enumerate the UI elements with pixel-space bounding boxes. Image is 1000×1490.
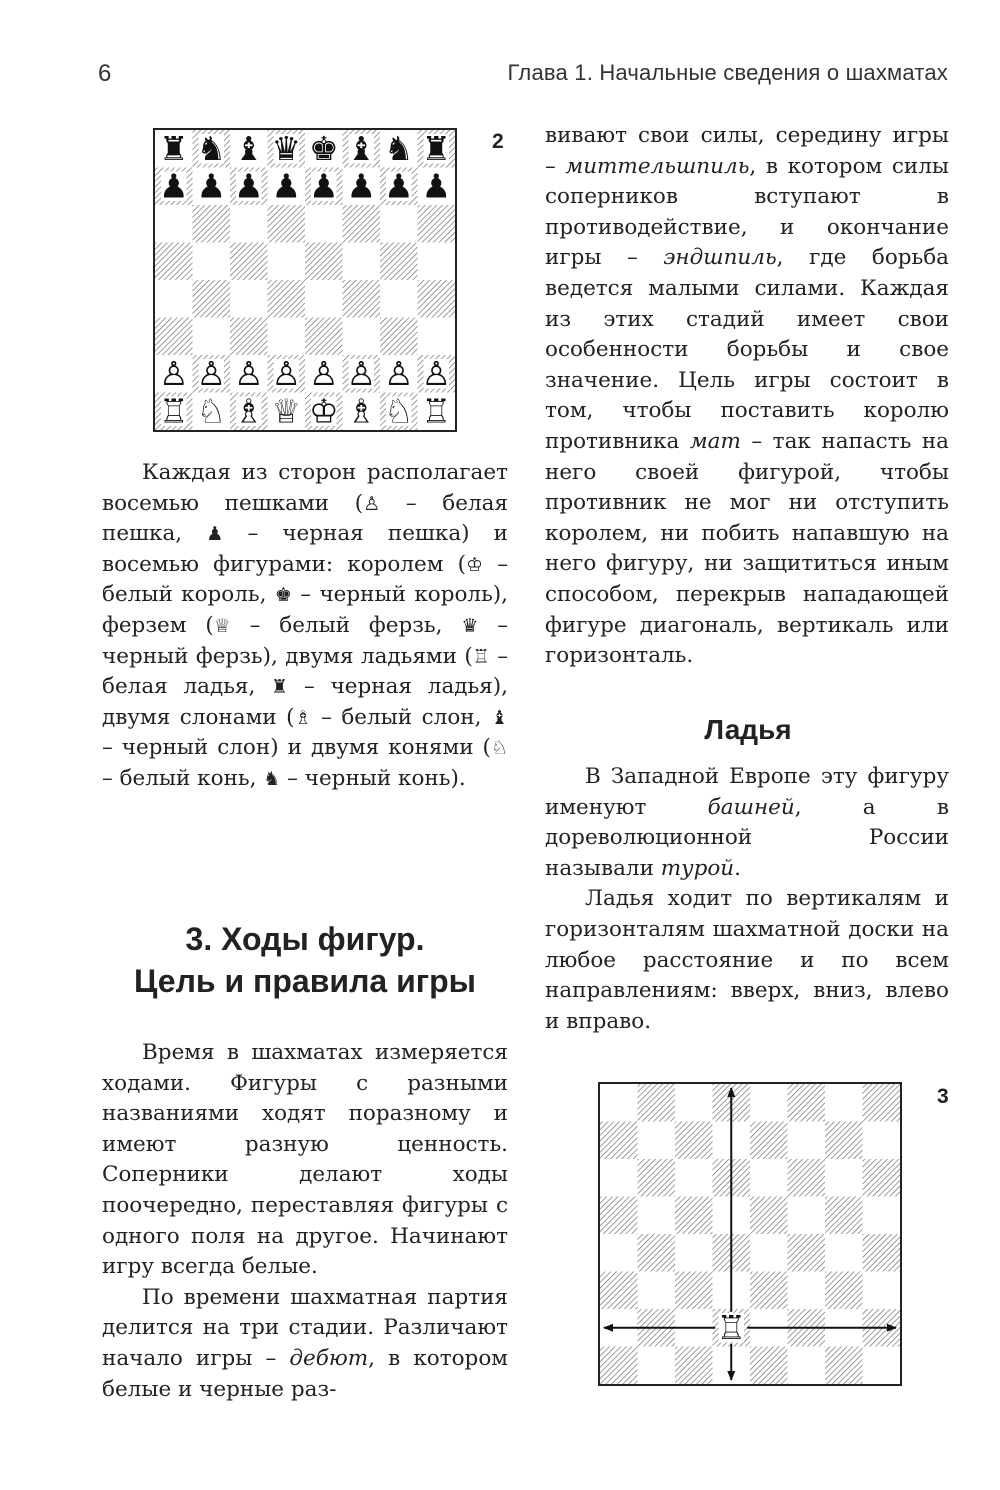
- light-square: [268, 243, 306, 281]
- light-square: [380, 280, 418, 318]
- light-square: [343, 318, 381, 356]
- black-bishop-icon: ♝: [490, 706, 508, 729]
- dark-square: [305, 318, 343, 356]
- white-pawn-icon: ♙: [383, 354, 414, 393]
- dark-square: [863, 1234, 901, 1272]
- diagram-3-number: 3: [937, 1085, 949, 1108]
- black-pawn-icon: ♟: [421, 166, 452, 206]
- dark-square: [193, 205, 231, 243]
- light-square: [863, 1197, 901, 1235]
- dark-square: [675, 1197, 713, 1235]
- light-square: [268, 318, 306, 356]
- light-square: [863, 1272, 901, 1310]
- white-pawn-icon: ♙: [363, 492, 381, 515]
- light-square: [825, 1084, 863, 1122]
- black-pawn-icon: ♟: [383, 166, 414, 206]
- diagram-2-board: [153, 128, 457, 432]
- light-square: [343, 243, 381, 281]
- chapter-title: Глава 1. Начальные сведения о шахматах: [507, 60, 948, 85]
- dark-square: [675, 1272, 713, 1310]
- dark-square: [343, 205, 381, 243]
- white-king-icon: ♔: [308, 391, 339, 430]
- white-rook-icon: ♖: [716, 1308, 747, 1347]
- dark-square: [600, 1347, 638, 1385]
- dark-square: [788, 1084, 826, 1122]
- white-pawn-icon: ♙: [346, 354, 377, 393]
- white-knight-icon: ♘: [490, 737, 508, 760]
- pieces-paragraph: Каждая из сторон располагает восемью пешками (♙ – белая пешка, ♟ – черная пешка) и восемью фигурами: королем (♔ – белый король, ♚ – черный король), ферзем (♕ – белый ферзь, ♛ – черный ферзь), двумя ладьями (♖ – белая ладья, ♜ – черная ладья), двумя слонами (♗ – белый слон, ♝ – черный слон) и двумя конями (♘ – белый конь, ♞ – черный конь).: [102, 460, 509, 791]
- white-pawn-icon: ♙: [271, 354, 302, 393]
- black-rook-icon: ♜: [421, 130, 452, 168]
- dark-square: [825, 1122, 863, 1160]
- dark-square: [863, 1159, 901, 1197]
- dark-square: [600, 1272, 638, 1310]
- dark-square: [193, 280, 231, 318]
- light-square: [418, 318, 456, 356]
- black-pawn-icon: ♟: [308, 166, 339, 206]
- light-square: [750, 1234, 788, 1272]
- diagram-2-svg: [155, 130, 455, 430]
- white-pawn-icon: ♙: [196, 354, 227, 393]
- white-pawn-icon: ♙: [308, 354, 339, 393]
- light-square: [600, 1084, 638, 1122]
- light-square: [418, 243, 456, 281]
- rook-paragraph-1: В Западной Европе эту фигуру именуют башней, а в дореволюционной России называли турой.: [545, 764, 949, 881]
- light-square: [675, 1159, 713, 1197]
- rook-text: [545, 762, 949, 1037]
- white-knight-icon: ♘: [383, 391, 414, 430]
- black-rook-icon: ♜: [158, 130, 189, 168]
- section-heading-line2: Цель и правила игры: [134, 963, 476, 999]
- time-paragraph: Время в шахматах измеряется ходами. Фигуры с разными названиями ходят поразному и имеют разную ценность. Соперники делают ходы поочередно, переставляя фигуры с одного поля на другое. Начинают игру всегда белые.: [102, 1040, 508, 1280]
- term-tura: турой: [660, 855, 735, 881]
- dark-square: [638, 1084, 676, 1122]
- black-rook-icon: ♜: [271, 676, 289, 699]
- light-square: [825, 1159, 863, 1197]
- dark-square: [788, 1159, 826, 1197]
- light-square: [863, 1347, 901, 1385]
- dark-square: [418, 205, 456, 243]
- light-square: [230, 205, 268, 243]
- white-bishop-icon: ♗: [346, 391, 377, 430]
- dark-square: [750, 1122, 788, 1160]
- white-pawn-icon: ♙: [421, 354, 452, 393]
- term-debut: дебют: [289, 1345, 369, 1371]
- light-square: [380, 205, 418, 243]
- light-square: [600, 1234, 638, 1272]
- diagram-3-svg: [600, 1084, 900, 1384]
- black-pawn-icon: ♟: [206, 523, 224, 546]
- black-bishop-icon: ♝: [346, 130, 377, 168]
- dark-square: [750, 1347, 788, 1385]
- dark-square: [675, 1122, 713, 1160]
- light-square: [305, 280, 343, 318]
- light-square: [600, 1159, 638, 1197]
- dark-square: [600, 1197, 638, 1235]
- dark-square: [675, 1347, 713, 1385]
- term-tower: башней: [707, 794, 795, 820]
- white-queen-icon: ♕: [213, 614, 231, 637]
- dark-square: [380, 318, 418, 356]
- white-queen-icon: ♕: [271, 391, 302, 430]
- black-pawn-icon: ♟: [271, 166, 302, 206]
- rook-heading: Ладья: [704, 714, 792, 745]
- black-king-icon: ♚: [274, 584, 292, 607]
- white-pawn-icon: ♙: [233, 354, 264, 393]
- light-square: [750, 1159, 788, 1197]
- term-middlegame: миттельшпиль: [565, 153, 750, 179]
- dark-square: [155, 243, 193, 281]
- light-square: [193, 243, 231, 281]
- black-queen-icon: ♛: [461, 614, 479, 637]
- black-king-icon: ♚: [308, 130, 339, 168]
- dark-square: [155, 318, 193, 356]
- light-square: [638, 1122, 676, 1160]
- black-pawn-icon: ♟: [233, 166, 264, 206]
- section-heading: [102, 918, 508, 1002]
- light-square: [155, 280, 193, 318]
- section-heading-line1: 3. Ходы фигур.: [185, 921, 425, 957]
- dark-square: [268, 205, 306, 243]
- dark-square: [750, 1272, 788, 1310]
- light-square: [305, 205, 343, 243]
- light-square: [675, 1234, 713, 1272]
- dark-square: [343, 280, 381, 318]
- dark-square: [825, 1272, 863, 1310]
- black-queen-icon: ♛: [271, 130, 302, 168]
- white-knight-icon: ♘: [196, 391, 227, 430]
- light-square: [788, 1272, 826, 1310]
- light-square: [155, 205, 193, 243]
- white-pawn-icon: ♙: [158, 354, 189, 393]
- white-bishop-icon: ♗: [294, 706, 312, 729]
- page-number: 6: [98, 60, 112, 87]
- dark-square: [268, 280, 306, 318]
- light-square: [638, 1272, 676, 1310]
- dark-square: [418, 280, 456, 318]
- dark-square: [230, 318, 268, 356]
- light-square: [863, 1122, 901, 1160]
- dark-square: [750, 1197, 788, 1235]
- light-square: [788, 1197, 826, 1235]
- black-pawn-icon: ♟: [346, 166, 377, 206]
- dark-square: [825, 1197, 863, 1235]
- dark-square: [825, 1347, 863, 1385]
- light-square: [193, 318, 231, 356]
- dark-square: [380, 243, 418, 281]
- light-square: [230, 280, 268, 318]
- stages-paragraph-continued: вивают свои силы, середину игры – миттельшпиль, в котором силы соперников вступают в противодействие, и окончание игры – эндшпиль, где борьба ведется малыми силами. Каждая из этих стадий имеет свои особенности борьбы и свое значение. Цель игры состоит в том, чтобы поставить королю противника мат – так напасть на него своей фигурой, чтобы противник не мог ни отступить королем, ни побить напавшую на него фигуру, ни защититься иным способом, перекрыв нападающей фигуре диагональ, вертикаль или горизонталь.: [545, 123, 949, 669]
- white-bishop-icon: ♗: [233, 391, 264, 430]
- black-knight-icon: ♞: [383, 130, 414, 168]
- term-endgame: эндшпиль: [663, 245, 777, 271]
- diagram-2-number: 2: [492, 130, 504, 153]
- term-mate: мат: [689, 428, 741, 454]
- light-square: [750, 1084, 788, 1122]
- diagram-3-board: [598, 1082, 902, 1386]
- light-square: [638, 1197, 676, 1235]
- white-king-icon: ♔: [466, 553, 484, 576]
- black-knight-icon: ♞: [263, 767, 281, 790]
- white-rook-icon: ♖: [158, 391, 189, 430]
- dark-square: [230, 243, 268, 281]
- light-square: [788, 1347, 826, 1385]
- dark-square: [600, 1122, 638, 1160]
- white-rook-icon: ♖: [421, 391, 452, 430]
- black-pawn-icon: ♟: [158, 166, 189, 206]
- rook-paragraph-2: Ладья ходит по вертикалям и горизонталям шахматной доски на любое расстояние и по всем направлениям: вверх, вниз, влево и вправо.: [545, 886, 949, 1034]
- light-square: [675, 1084, 713, 1122]
- black-knight-icon: ♞: [196, 130, 227, 168]
- dark-square: [305, 243, 343, 281]
- dark-square: [788, 1234, 826, 1272]
- white-rook-icon: ♖: [472, 645, 490, 668]
- dark-square: [863, 1084, 901, 1122]
- light-square: [788, 1122, 826, 1160]
- black-pawn-icon: ♟: [196, 166, 227, 206]
- dark-square: [638, 1234, 676, 1272]
- light-square: [825, 1234, 863, 1272]
- dark-square: [638, 1159, 676, 1197]
- light-square: [638, 1347, 676, 1385]
- black-bishop-icon: ♝: [233, 130, 264, 168]
- left-column-text: [102, 1038, 508, 1405]
- stages-paragraph-start: По времени шахматная партия делится на три стадии. Различают начало игры – дебют, в котором белые и черные раз-: [102, 1284, 508, 1402]
